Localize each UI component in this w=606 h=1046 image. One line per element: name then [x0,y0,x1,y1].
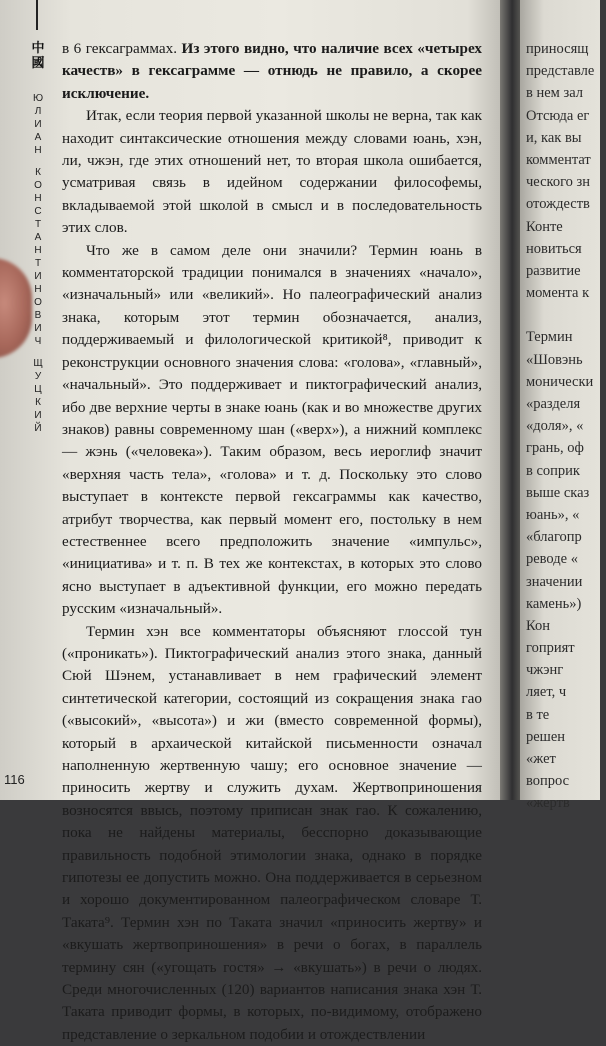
running-head-letter: Ц [34,384,42,395]
right-page-line: выше сказ [526,484,590,501]
running-head-letter: Ю [32,93,44,104]
right-page-line: Конте [526,218,563,235]
right-page-line: ческого зн [526,174,591,191]
paragraph [62,105,482,239]
right-page-line: «Шовэнь [526,351,583,368]
text-segment: Что же в самом деле они значили? Термин юань в комментаторской традиции понимался в значениях «начало», «изначальный» или «великий». Но палеографический анализ знака, которым этот термин обозначается, анализ, поддерживаемый и филологической критикой⁸, приводит к реконструкции основного значения слова: «голова», «главный», «начальный». Это поддерживает и пиктографический анализ, ибо две верхние черты в знаке юань (как и во множестве других знаков) равны современному шан («верх»), а нижний комплекс — жэнь («человека»). Таким образом, весь иероглиф значит «верхняя часть тела», «голова» и т. д. Поскольку это слово выступает в контексте первой гексаграммы как качество, атрибут творчества, как первый момент его, постольку в нем естественнее всего предположить значение «импульс», «инициатива» и т. п. В тех же контекстах, в которых это слово ясно выступает в адъективной функции, его можно передать русским «изначальный». [62,241,482,618]
right-page-line: «благопр [526,529,582,546]
right-page-line: и, как вы [526,129,582,146]
right-page-line: новиться [526,240,582,257]
right-page-line: грань, оф [526,440,584,457]
right-page-line: вопрос [526,773,570,790]
running-head-letter: Н [34,284,42,295]
book-gutter [500,0,522,800]
right-page-line: гоприят [526,640,575,657]
running-head-letter: Н [34,245,42,256]
right-page-line [526,304,606,326]
running-head-letter: И [34,271,42,282]
running-head-letter: Н [34,193,42,204]
paragraph [62,621,482,1046]
paragraph [62,240,482,621]
running-head-letter: Т [34,258,42,269]
running-head-letter: О [34,297,42,308]
running-head-letter: И [34,323,42,334]
running-head-letter: К [35,167,41,178]
right-page [520,0,600,812]
right-page-line: в те [526,706,550,723]
right-page-line: в нем зал [526,85,583,102]
running-head-letter: Л [34,106,42,117]
right-page-line: «разделя [526,396,581,412]
right-page-line: монически [526,373,594,390]
running-head-letter: А [34,132,42,143]
right-page-line: чжэнг [526,662,564,679]
body-text [62,38,482,1046]
running-head-mark: 中國 [31,40,45,70]
right-page-line: момента к [526,285,590,302]
running-head-letter: И [34,119,42,130]
text-segment: в 6 гексаграммах. [62,40,182,57]
running-head-letter: С [34,206,42,217]
right-page-line: ляет, ч [526,684,567,701]
right-page-line: в соприк [526,462,580,479]
text-segment: Термин хэн все комментаторы объясняют глоссой тун («проникать»). Пиктографический анализ этого знака, данный Сюй Шэнем, устанавливает в нем графический элемент синтетической категории, состоящий из сокращения знака гао («высокий», «высота») и жи (вместо современной формы), который в архаической китайской письменности означал наполненную жертвенную чашу; его основное значение — приносить жертву и служить духам. Жертвоприношения возносятся ввысь, поэтому приписан знак гао. К сожалению, пока не найдены материалы, бесспорно доказывающие правильность подобной этимологии знака, однако в порядке гипотезы ее допустить можно. Она поддерживается в серьезном и хорошо документированном палеографическом словаре Т. Таката⁹. Термин хэн по Таката значил «приносить жертву» и «вкушать жертвоприношения» в речи о богах, в параллель термину сян («угощать гостя» → «вкушать») в речи о людях. Среди многочисленных (120) вариантов написания знака хэн Т. Таката приводит формы, в которых, по-видимому, отображено представление о зеркальном подобии и отождествлении [62,622,482,1043]
running-head-letter: У [34,371,42,382]
top-rule [36,0,38,30]
right-page-line: отождеств [526,196,590,213]
right-page-line: камень») [526,595,582,612]
right-page-line: представле [526,63,595,80]
running-head-letter: Й [34,423,42,434]
paragraph [62,38,482,105]
running-head-letter: И [34,410,42,421]
right-page-line: Отсюда ег [526,107,590,124]
finger-blur [0,258,32,358]
running-head-letter: В [34,310,42,321]
right-page-line: развитие [526,262,581,279]
right-page-line: юань», « [526,506,580,523]
right-page-text [526,38,606,815]
running-head-letter: О [34,180,42,191]
right-page-line: комментат [526,151,591,168]
text-segment: Итак, если теория первой указанной школы не верна, так как находит синтаксические отношения между словами юань, хэн, ли, чжэн, где этих отношений нет, то вторая школа ошибается, усматривая связь в идейном содержании философемы, вкладываемой этой школой в смысл и в последовательность этих слов. [62,107,482,237]
running-head-letter: А [34,232,42,243]
running-head-letter: К [35,397,41,408]
running-head-letter: Н [34,145,42,156]
right-page-line: приносящ [526,41,589,57]
right-page-line: «доля», « [526,418,584,435]
bold-text-segment: Из этого видно, что наличие всех «четырех качеств» в гексаграмме — отнюдь не правило, а скорее исключение. [62,40,482,102]
running-head-letter: Т [34,219,42,230]
right-page-line: реводе « [526,551,578,568]
running-head-letter: Щ [33,358,43,369]
running-head-author [31,92,45,435]
right-page-line: «жет [526,751,556,767]
right-page-line: Кон [526,617,550,634]
right-page-line: «жертв [526,795,570,812]
right-page-line: значении [526,573,583,590]
right-page-line: решен [526,728,566,745]
page-number: 116 [4,772,25,787]
right-page-line: Термин [526,329,573,346]
running-head-letter: Ч [34,336,42,347]
